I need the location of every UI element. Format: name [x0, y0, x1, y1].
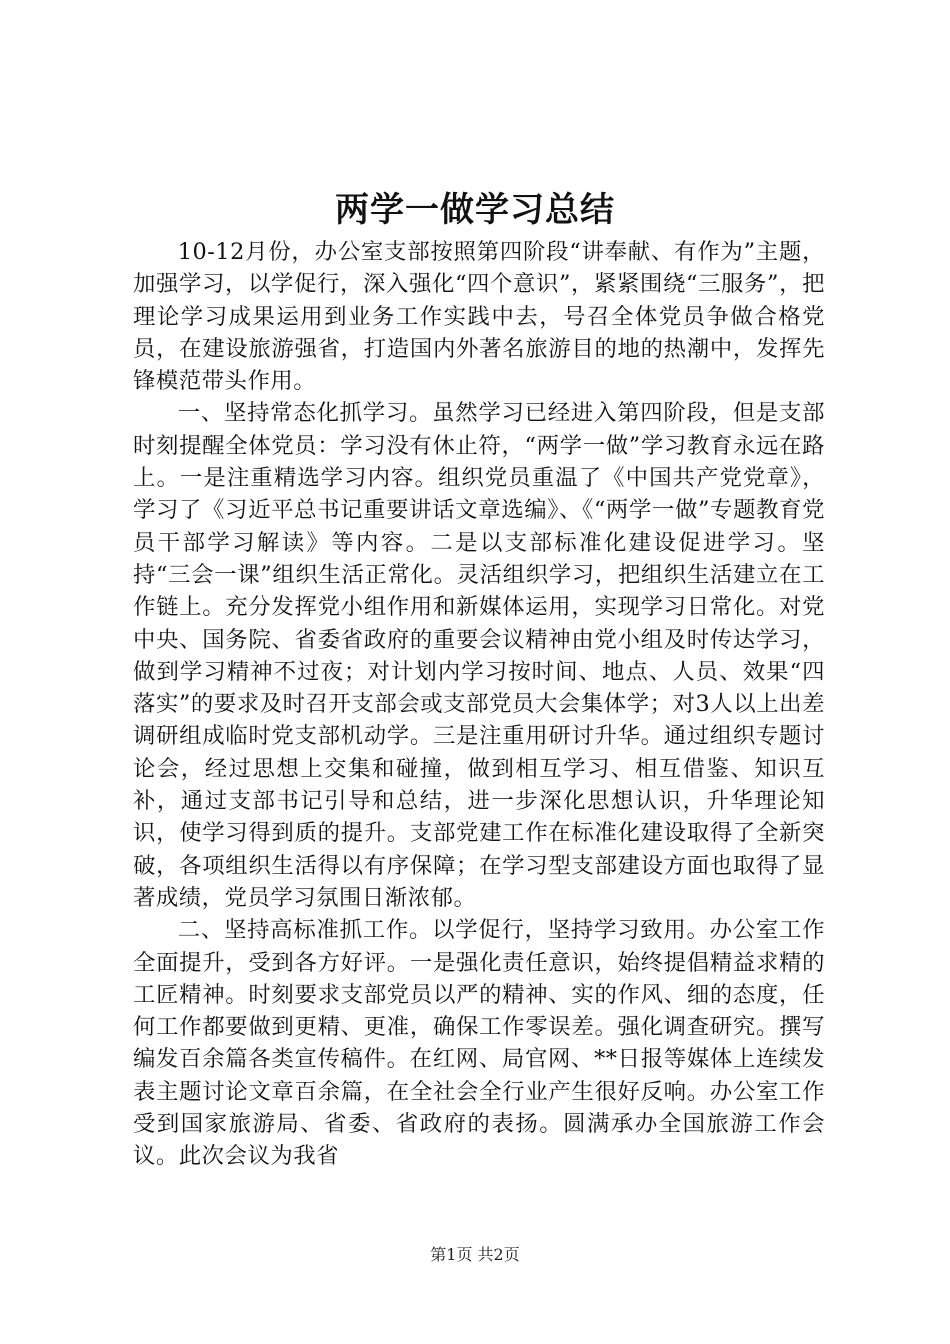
paragraph-intro: 10-12月份，办公室支部按照第四阶段“讲奉献、有作为”主题，加强学习，以学促行，深入强化“四个意识”，紧紧围绕“三服务”，把理论学习成果运用到业务工作实践中去，号召全体党员争做合格党员，在建设旅游强省，打造国内外著名旅游目的地的热潮中，发挥先锋模范带头作用。 — [133, 239, 825, 395]
paragraph-section-one: 一、坚持常态化抓学习。虽然学习已经进入第四阶段，但是支部时刻提醒全体党员：学习没有休止符，“两学一做”学习教育永远在路上。一是注重精选学习内容。组织党员重温了《中国共产党党章》，学习了《习近平总书记重要讲话文章选编》、《“两学一做”专题教育党员干部学习解读》等内容。二是以支部标准化建设促进学习。坚持“三会一课”组织生活正常化。灵活组织学习，把组织生活建立在工作链上。充分发挥党小组作用和新媒体运用，实现学习日常化。对党中央、国务院、省委省政府的重要会议精神由党小组及时传达学习，做到学习精神不过夜；对计划内学习按时间、地点、人员、效果“四落实”的要求及时召开支部会或支部党员大会集体学；对3人以上出差调研组成临时党支部机动学。三是注重用研讨升华。通过组织专题讨论会，经过思想上交集和碰撞，做到相互学习、相互借鉴、知识互补，通过支部书记引导和总结，进一步深化思想认识，升华理论知识，使学习得到质的提升。支部党建工作在标准化建设取得了全新突破，各项组织生活得以有序保障；在学习型支部建设方面也取得了显著成绩，党员学习氛围日渐浓郁。 — [133, 400, 825, 911]
page-number-footer: 第1页 共2页 — [430, 1245, 520, 1264]
document-title: 两学一做学习总结 — [335, 190, 615, 230]
paragraph-section-two: 二、坚持高标准抓工作。以学促行，坚持学习致用。办公室工作全面提升，受到各方好评。一是强化责任意识，始终提倡精益求精的工匠精神。时刻要求支部党员以严的精神、实的作风、细的态度，任何工作都要做到更精、更准，确保工作零误差。强化调查研究。撰写编发百余篇各类宣传稿件。在红网、局官网、**日报等媒体上连续发表主题讨论文章百余篇，在全社会全行业产生很好反响。办公室工作受到国家旅游局、省委、省政府的表扬。圆满承办全国旅游工作会议。此次会议为我省 — [133, 917, 825, 1170]
document-body — [133, 236, 825, 1186]
